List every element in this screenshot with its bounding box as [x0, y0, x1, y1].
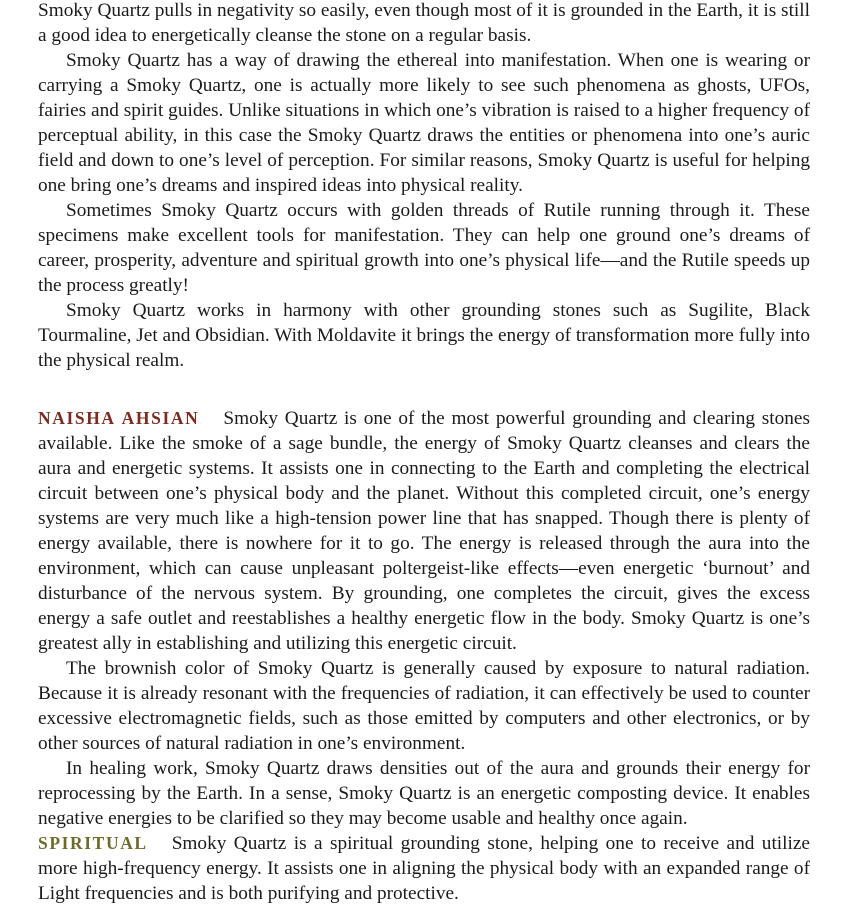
paragraph	[38, 298, 810, 373]
paragraph-text: Smoky Quartz is one of the most powerful grounding and clearing stones available. Like the smoke of a sage bundle, the energy of Smoky Quartz cleanses and clears the aura and energetic systems. It assists one in connecting to the Earth and completing the electrical circuit between one’s physical body and the planet. Without this completed circuit, one’s energy systems are very much like a high-tension power line that has snapped. Though there is plenty of energy available, there is nowhere for it to go. The energy is released through the aura into the environment, which can cause unpleasant poltergeist-like effects—even energetic ‘burnout’ and disturbance of the nervous system. By grounding, one completes the circuit, gives the excess energy a safe outlet and reestablishes a healthy energetic flow in the body. Smoky Quartz is one’s greatest ally in establishing and utilizing this energetic circuit.	[38, 408, 810, 654]
paragraph-text: Sometimes Smoky Quartz occurs with golden threads of Rutile running through it. These specimens make excellent tools for manifestation. They can help one ground one’s dreams of career, prosperity, adventure and spiritual growth into one’s physical life—and the Rutile speeds up the process greatly!	[38, 200, 810, 296]
paragraph	[38, 656, 810, 756]
paragraph	[38, 198, 810, 298]
paragraph-text: Smoky Quartz is a spiritual grounding stone, helping one to receive and utilize more high-frequency energy. It assists one in aligning the physical body with an expanded range of Light frequencies and is both purifying and protective.	[38, 833, 810, 904]
paragraph	[38, 48, 810, 198]
paragraph-text: Smoky Quartz pulls in negativity so easily, even though most of it is grounded in the Earth, it is still a good idea to energetically cleanse the stone on a regular basis.	[38, 0, 810, 46]
paragraph-text: The brownish color of Smoky Quartz is generally caused by exposure to natural radiation. Because it is already resonant with the frequencies of radiation, it can effectively be used to counter excessive electromagnetic fields, such as those emitted by computers and other electronics, or by other sources of natural radiation in one’s environment.	[38, 658, 810, 754]
paragraph	[38, 756, 810, 831]
paragraph	[38, 831, 810, 906]
paragraph	[38, 0, 810, 48]
book-page-text-column	[38, 0, 810, 906]
section-label: NAISHA AHSIAN	[38, 408, 200, 428]
paragraph	[38, 406, 810, 656]
paragraph-text: Smoky Quartz has a way of drawing the ethereal into manifestation. When one is wearing or carrying a Smoky Quartz, one is actually more likely to see such phenomena as ghosts, UFOs, fairies and spirit guides. Unlike situations in which one’s vibration is raised to a higher frequency of perceptual ability, in this case the Smoky Quartz draws the entities or phenomena into one’s auric field and down to one’s level of perception. For similar reasons, Smoky Quartz is useful for helping one bring one’s dreams and inspired ideas into physical reality.	[38, 50, 810, 196]
paragraph-text: In healing work, Smoky Quartz draws densities out of the aura and grounds their energy for reprocessing by the Earth. In a sense, Smoky Quartz is an energetic composting device. It enables negative energies to be clarified so they may become usable and healthy once again.	[38, 758, 810, 829]
section-label: SPIRITUAL	[38, 833, 148, 853]
paragraph-text: Smoky Quartz works in harmony with other grounding stones such as Sugilite, Black Tourmaline, Jet and Obsidian. With Moldavite it brings the energy of transformation more fully into the physical realm.	[38, 300, 810, 371]
